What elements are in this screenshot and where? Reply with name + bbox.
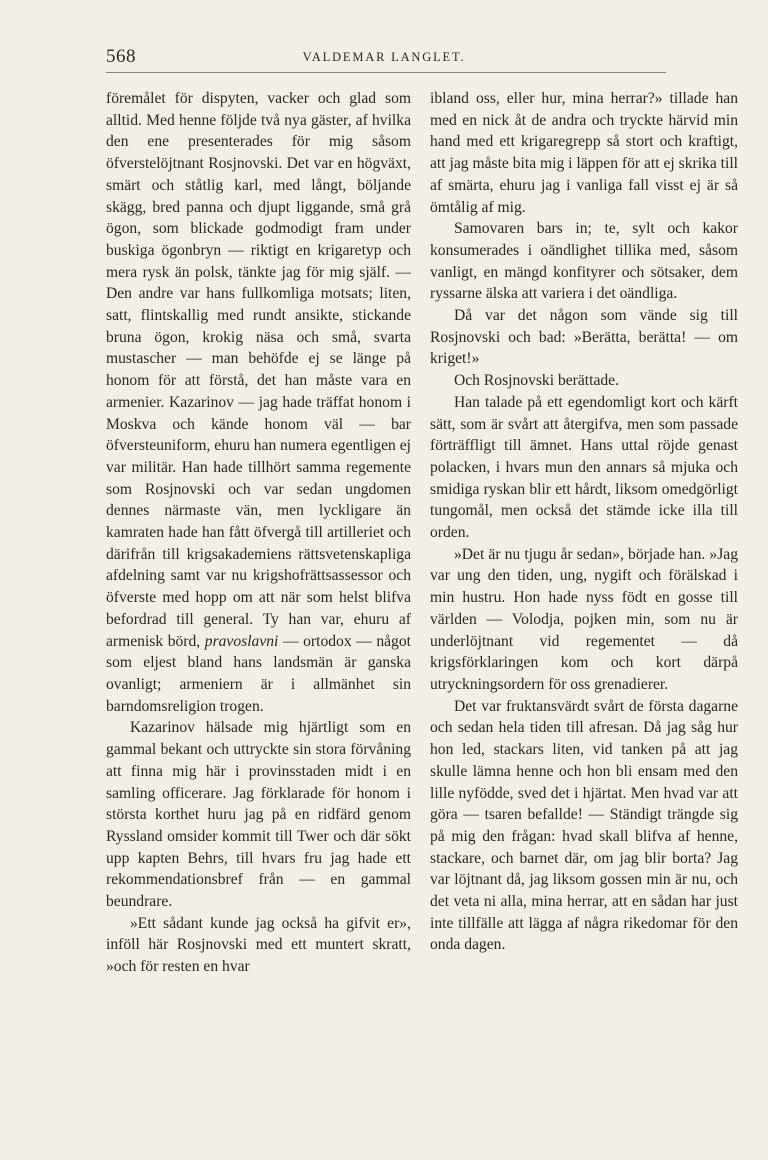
paragraph: Kazarinov hälsade mig hjärtligt som en gammal bekant och uttryckte sin stora förvåning att finna mig här i provinsstaden midt i en samling officerare. Jag förklarade för honom i största korthet huru jag på en ridfärd genom Ryssland omsider kommit till Twer och där sökt upp kapten Behrs, till hvars fru jag hade ett rekommendationsbref från — en gammal beundrare. [106,719,411,911]
paragraph: Han talade på ett egendomligt kort och kärft sätt, som är svårt att återgifva, men som passade förträffligt till ämnet. Hans uttal röjde genast polacken, i hvars mun den annars så mjuka och smidiga ryskan blir ett hårdt, liksom omedgörligt tungomål, men också det stämde icke illa till orden. [430,393,738,542]
left-column [106,88,411,978]
paragraph: Samovaren bars in; te, sylt och kakor konsumerades i oändlighet tillika med, såsom vanligt, en mängd konfityrer och sötsaker, dem ryssarne älska att variera i det oändliga. [430,220,738,303]
right-column [430,88,738,956]
paragraph-text: — ortodox — något som eljest bland hans landsmän är ganska ovanligt; armeniern är i allmänhet sin barndomsreligion trogen. [106,632,411,715]
paragraph: »Det är nu tjugu år sedan», började han. »Jag var ung den tiden, ung, nygift och förälskad i min hustru. Hon hade nyss födt en gosse till världen — Volodja, pojken min, som nu är underlöjtnant vid regementet — då krigsförklaringen kom och kort därpå utryckningsordern för oss grenadierer. [430,545,738,693]
running-head: VALDEMAR LANGLET. [302,50,466,64]
header-rule [106,72,666,73]
paragraph: Då var det någon som vände sig till Rosjnovski och bad: »Berätta, berätta! — om kriget!» [430,307,738,368]
paragraph [106,88,411,717]
page-number: 568 [106,46,136,67]
paragraph-text: föremålet för dispyten, vacker och glad som alltid. Med henne följde två nya gäster, af hvilka den ene presenterades för mig såsom öfverstelöjtnant Rosjnovski. Det var en högväxt, smärt och ståtlig karl, med långt, böljande skägg, bred panna och djupt liggande, små grå ögon, som blickade godmodigt fram under buskiga ögonbryn — riktigt en krigaretyp och mera rysk än polsk, tänkte jag för mig själf. — Den andre var hans fullkomliga motsats; liten, satt, flintskallig med rundt ansikte, stickande bruna ögon, krokig näsa och små, svarta mustascher — man behöfde ej se länge på honom för att förstå, det han måste vara en armenier. Kazarinov — jag hade träffat honom i Moskva och kände honom väl — bar öfversteuniform, ehuru han numera egentligen ej var militär. Han hade tillhört samma regemente som Rosjnovski och var sedan ungdomen dennes närmaste vän, men lyckligare än kamraten hade han fått öfvergå till artilleriet och därifrån till krigsakademiens rättsvetenskapliga afdelning samt var nu krigshofrättsassessor och öfverste med hopp om att när som helst blifva befordrad till general. Ty han var, ehuru af armenisk börd, [106,90,411,650]
paragraph: Och Rosjnovski berättade. [454,372,619,390]
paragraph: ibland oss, eller hur, mina herrar?» tillade han med en nick åt de andra och tryckte härvid min hand med ett krigaregrepp så stort och kraftigt, att jag måste bita mig i läppen för att ej skrika till af smärta, ehuru jag i vanliga fall visst ej är så ömtålig af mig. [430,90,738,216]
italic-term: pravoslavni [204,632,279,650]
paragraph: »Ett sådant kunde jag också ha gifvit er», inföll här Rosjnovski med ett muntert skratt, »och för resten en hvar [106,914,411,976]
paragraph: Det var fruktansvärdt svårt de första dagarne och sedan hela tiden till afresan. Då jag såg hur hon led, stackars liten, vid tanken på att jag skulle lämna henne och hon bli ensam med den lille nyfödde, sved det i hjärtat. Men hvad var att göra — tsaren befallde! — Ständigt trängde sig på mig den frågan: hvad skall blifva af henne, stackare, och barnet där, om jag blir borta? Jag var löjtnant då, jag liksom gossen min är nu, och det veta ni alla, mina herrar, att en sådan har just inte tillfälle att lägga af några rikedomar för den onda dagen. [430,697,738,954]
